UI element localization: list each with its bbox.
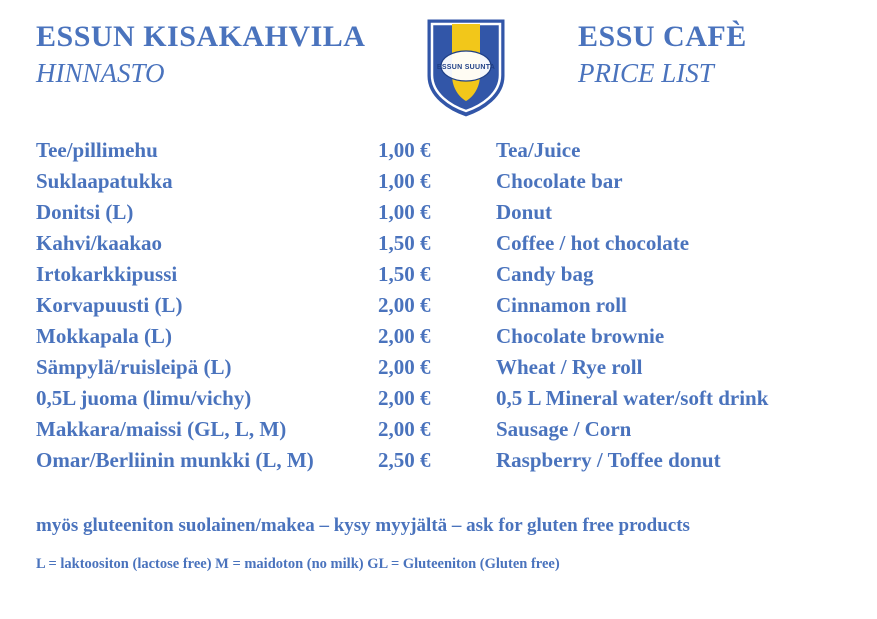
item-name-en: Raspberry / Toffee donut: [496, 448, 721, 472]
item-price: 2,00 €: [378, 355, 431, 379]
item-name-fi: Kahvi/kaakao: [36, 231, 163, 255]
item-name-fi: Sämpylä/ruisleipä (L): [36, 355, 232, 379]
item-name-en: Candy bag: [496, 262, 594, 286]
item-price: 2,00 €: [378, 293, 431, 317]
item-name-en: Coffee / hot chocolate: [496, 231, 690, 255]
item-name-en: 0,5 L Mineral water/soft drink: [496, 386, 769, 410]
item-price: 2,50 €: [378, 448, 431, 472]
table-row: [0, 231, 877, 262]
item-price: 2,00 €: [378, 417, 431, 441]
item-price: 1,00 €: [378, 169, 431, 193]
table-row: [0, 262, 877, 293]
table-row: [0, 324, 877, 355]
item-name-fi: Suklaapatukka: [36, 169, 173, 193]
item-name-fi: Makkara/maissi (GL, L, M): [36, 417, 287, 441]
item-price: 2,00 €: [378, 324, 431, 348]
table-row: [0, 293, 877, 324]
item-name-fi: Korvapuusti (L): [36, 293, 183, 317]
item-name-en: Tea/Juice: [496, 138, 581, 162]
item-name-fi: Tee/pillimehu: [36, 138, 158, 162]
table-row: [0, 448, 877, 479]
gluten-free-note: myös gluteeniton suolainen/makea – kysy myyjältä – ask for gluten free products: [36, 515, 690, 536]
item-name-en: Chocolate bar: [496, 169, 623, 193]
table-row: [0, 138, 877, 169]
item-name-en: Chocolate brownie: [496, 324, 665, 348]
table-row: [0, 386, 877, 417]
item-price: 2,00 €: [378, 386, 431, 410]
item-name-fi: Mokkapala (L): [36, 324, 172, 348]
item-name-en: Cinnamon roll: [496, 293, 627, 317]
item-price: 1,00 €: [378, 200, 431, 224]
price-list-table: [0, 138, 877, 479]
subtitle-english: PRICE LIST: [578, 58, 714, 88]
item-price: 1,50 €: [378, 231, 431, 255]
table-row: [0, 169, 877, 200]
item-price: 1,00 €: [378, 138, 431, 162]
table-row: [0, 200, 877, 231]
item-name-fi: Omar/Berliinin munkki (L, M): [36, 448, 314, 472]
page-footer: [36, 515, 856, 573]
table-row: [0, 355, 877, 386]
item-name-fi: 0,5L juoma (limu/vichy): [36, 386, 252, 410]
item-name-en: Sausage / Corn: [496, 417, 632, 441]
title-finnish: ESSUN KISAKAHVILA: [36, 20, 366, 53]
subtitle-finnish: HINNASTO: [36, 58, 165, 88]
header-finnish: [36, 20, 426, 89]
item-name-en: Wheat / Rye roll: [496, 355, 643, 379]
item-name-en: Donut: [496, 200, 553, 224]
club-crest-icon: [418, 14, 514, 122]
table-row: [0, 417, 877, 448]
title-english: ESSU CAFÈ: [578, 20, 747, 53]
item-name-fi: Irtokarkkipussi: [36, 262, 178, 286]
crest-text: ESSUN SUUNTA: [436, 64, 496, 71]
item-price: 1,50 €: [378, 262, 431, 286]
item-name-fi: Donitsi (L): [36, 200, 134, 224]
allergen-legend: L = laktoositon (lactose free) M = maidoton (no milk) GL = Gluteeniton (Gluten free): [36, 555, 560, 572]
header-english: [578, 20, 868, 89]
page-header: [0, 0, 877, 120]
